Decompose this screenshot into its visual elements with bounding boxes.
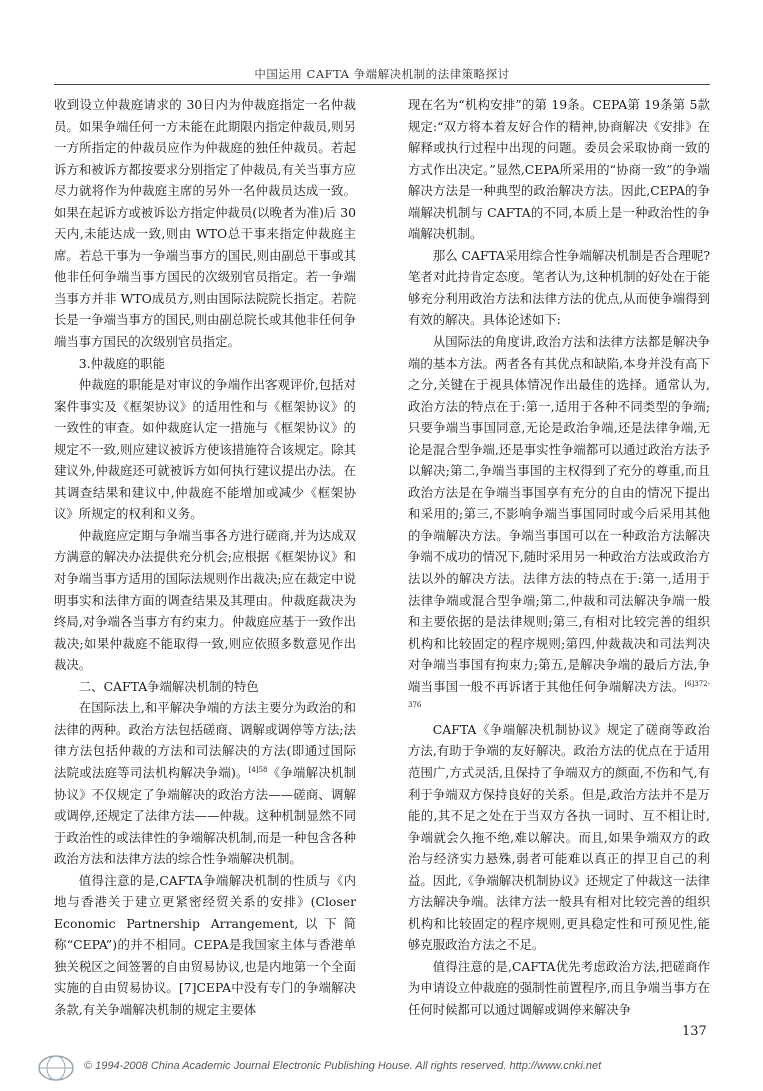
right-column: [408, 94, 710, 1021]
paragraph: [54, 870, 356, 1021]
paragraph: 仲裁庭应定期与争端当事各方进行磋商,并为达成双方满意的解决办法提供充分机会;应根据《框架协议》和对争端当事方适用的国际法规则作出裁决;应在裁定中说明事实和法律方面的调查结果及其理由。仲裁庭裁决为终局,对争端各当事方有约束力。仲裁庭应基于一致作出裁决;如果仲裁庭不能取得一致,则应依照多数意见作出裁决。: [54, 527, 356, 673]
header-rule: [54, 84, 710, 85]
section-heading: 二、CAFTA争端解决机制的特色: [78, 678, 259, 694]
paragraph-text: 值得注意的是,CAFTA争端解决机制的性质与《内地与香港关于建立更紧密经贸关系的安排》(Closer Economic Partnership Arrangement,以下简称“CEPA”)的并不相同。CEPA是我国家主体与香港单独关税区之间签署的自由贸易协议,也是内地第一个全面实施的自由贸易协议。: [54, 872, 356, 996]
paragraph: 现在名为“机构安排”的第 19条。CEPA第 19条第 5款规定:“双方将本着友好合作的精神,协商解决《安排》在解释或执行过程中出现的问题。委员会采取协商一致的方式作出决定。”显然,CEPA所采用的“协商一致”的争端解决方法是一种典型的政治解决方法。因此,CEPA的争端解决机制与 CAFTA的不同,本质上是一种政治性的争端解决机制。: [408, 97, 710, 242]
running-header: 中国运用 CAFTA 争端解决机制的法律策略探讨: [254, 67, 510, 81]
citation: [4]58: [248, 765, 268, 774]
paragraph-text: CEPA中没有专门的争端解决条款,有关争端解决机制的规定主要体: [54, 980, 356, 1017]
paragraph-text: 《争端解决机制协议》不仅规定了争端解决的政治方法——磋商、调解或调停,还规定了法律方法——仲裁。这种机制显然不同于政治性的或法律性的争端解决机制,而是一种包含各种政治方法和法律方法的综合性争端解决机制。: [54, 764, 356, 867]
section-heading: 3.仲裁庭的职能: [78, 355, 165, 371]
paragraph-text: 从国际法的角度讲,政治方法和法律方法都是解决争端的基本方法。两者各有其优点和缺陷,本身并没有高下之分,关键在于视具体情况作出最佳的选择。通常认为,政治方法的特点在于:第一,适用于各种不同类型的争端;只要争端当事国同意,无论是政治争端,还是法律争端,无论是混合型争端,还是事实性争端都可以通过政治方法予以解决;第二,争端当事国的主权得到了充分的尊重,而且政治方法是在争端当事国享有充分的自由的情况下提出和采用的;第三,不影响争端当事国同时或今后采用其他的争端解决方法。争端当事国可以在一种政治方法解决争端不成功的情况下,随时采用另一种政治方法或政治方法以外的解决方法。法律方法的特点在于:第一,适用于法律争端或混合型争端;第二,仲裁和司法解决争端一般和主要依据的是法律规则;第三,有相对比较完善的组织机构和比较固定的程序规则;第四,仲裁裁决和司法判决对争端当事国有拘束力;第五,是解决争端的最后方法,争端当事国一般不再诉诸于其他任何争端解决方法。: [408, 334, 710, 694]
page-number: 137: [682, 1024, 707, 1039]
paragraph: CAFTA《争端解决机制协议》规定了磋商等政治方法,有助于争端的友好解决。政治方法的优点在于适用范围广,方式灵活,且保持了争端双方的颜面,不伤和气,有利于争端双方保持良好的关系。但是,政治方法并不是万能的,其不足之处在于当双方各执一词时、互不相让时,争端就会久拖不绝,难以解决。而且,如果争端双方的政治与经济实力悬殊,弱者可能难以真正的捍卫自己的利益。因此,《争端解决机制协议》还规定了仲裁这一法律方法解决争端。法律方法一般具有相对比较完善的组织机构和比较固定的程序规则,更具稳定性和可预见性,能够克服政治方法之不足。: [408, 721, 710, 953]
cnki-logo-icon: [37, 1054, 75, 1082]
citation: [7]: [178, 980, 197, 996]
paragraph: 那么 CAFTA采用综合性争端解决机制是否合理呢?笔者对此持肯定态度。笔者认为,这种机制的好处在于能够充分利用政治方法和法律方法的优点,从而使争端得到有效的解决。具体论述如下:: [408, 247, 710, 328]
left-column: [54, 94, 356, 1021]
paragraph: [54, 697, 356, 869]
paragraph: [408, 331, 710, 719]
paragraph: 仲裁庭的职能是对审议的争端作出客观评价,包括对案件事实及《框架协议》的适用性和与《框架协议》的一致性的审查。如仲裁庭认定一措施与《框架协议》的规定不一致,则应建议被诉方使该措施符合该规定。除其建议外,仲裁庭还可就被诉方如何执行建议提出办法。在其调查结果和建议中,仲裁庭不能增加或减少《框架协议》所规定的权利和义务。: [54, 377, 356, 522]
citation: [6]372-376: [408, 679, 710, 710]
paragraph-text: 在国际法上,和平解决争端的方法主要分为政治的和法律的两种。政治方法包括磋商、调解或调停等方法;法律方法包括仲裁的方法和司法解决的方法(即通过国际法院或法庭等司法机构解决争端)。: [54, 700, 356, 780]
paragraph: 收到设立仲裁庭请求的 30日内为仲裁庭指定一名仲裁员。如果争端任何一方未能在此期限内指定仲裁员,则另一方所指定的仲裁员应作为仲裁庭的独任仲裁员。若起诉方和被诉方都按要求分别指定了仲裁员,有关当事方应尽力就将作为仲裁庭主席的另外一名仲裁员达成一致。如果在起诉方或被诉讼方指定仲裁员(以晚者为准)后 30天内,未能达成一致,则由 WTO总干事来指定仲裁庭主席。若总干事为一争端当事方的国民,则由副总干事或其他非任何争端当事方国民的次级别官员指定。若一争端当事方并非 WTO成员方,则由国际法院院长指定。若院长是一争端当事方的国民,则由副总院长或其他非任何争端当事方国民的次级别官员指定。: [54, 97, 356, 350]
copyright-footer: © 1994-2008 China Academic Journal Electronic Publishing House. All rights reserved. http://www.cnki.net: [84, 1060, 602, 1072]
paragraph: 值得注意的是,CAFTA优先考虑政治方法,把磋商作为申请设立仲裁庭的强制性前置程序,而且争端当事方在任何时候都可以通过调解或调停来解决争: [408, 958, 710, 1017]
